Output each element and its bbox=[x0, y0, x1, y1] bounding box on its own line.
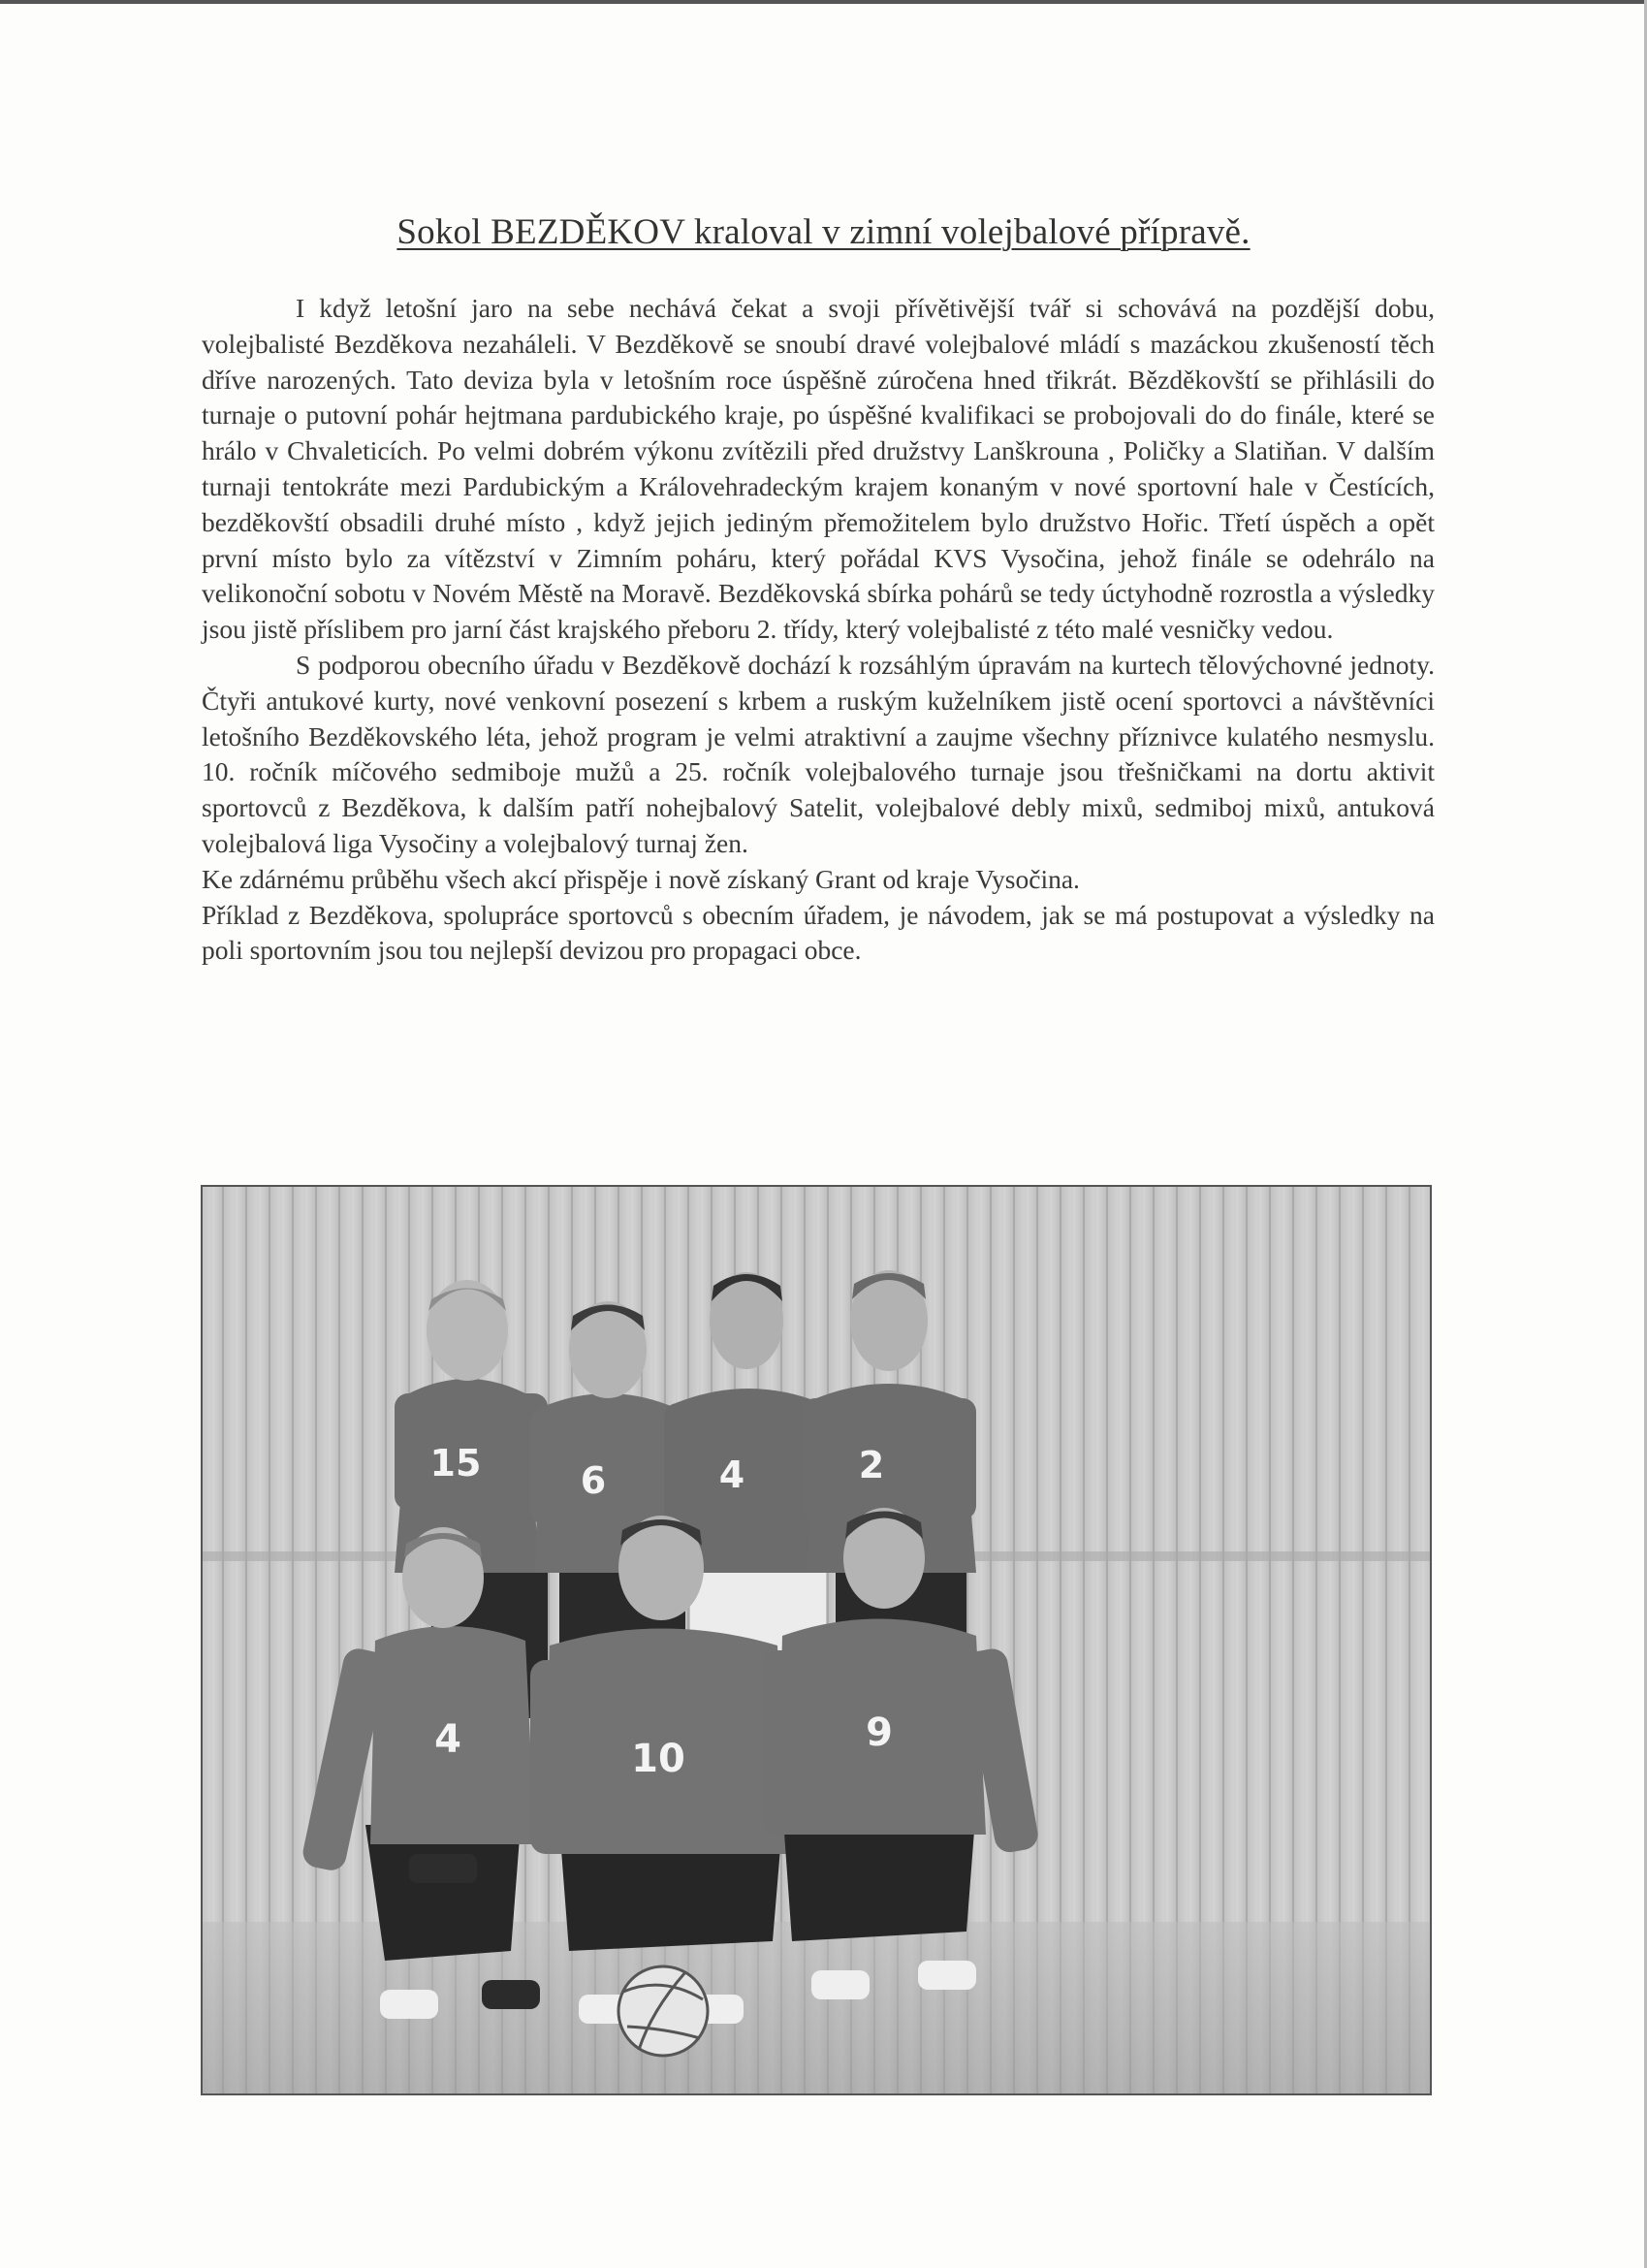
scan-top-edge bbox=[0, 0, 1647, 4]
jersey-number-back-2: 6 bbox=[580, 1459, 607, 1502]
jersey-number-front-3: 9 bbox=[866, 1710, 893, 1755]
jersey-number-back-1: 15 bbox=[429, 1442, 482, 1485]
article-body bbox=[202, 291, 1435, 969]
team-photo bbox=[201, 1185, 1432, 2095]
paragraph-tournaments: I když letošní jaro na sebe nechává čekat a svoji přívětivější tvář si schovává na pozdější dobu, volejbalisté Bezděkova nezaháleli. V Bezděkově se snoubí dravé volejbalové mládí s mazáckou zkušeností těch dříve narozených. Tato deviza byla v letošním roce úspěšně zúročena hned třikrát. Bězděkovští se přihlásili do turnaje o putovní pohár hejtmana pardubického kraje, po úspěšné kvalifikaci se probojovali do do finále, které se hrálo v Chvaleticích. Po velmi dobrém výkonu zvítězili před družstvy Lanškrouna , Poličky a Slatiňan. V dalším turnaji tentokráte mezi Pardubickým a Královehradeckým krajem konaným v nové sportovní hale v Čestících, bezděkovští obsadili druhé místo , když jejich jediným přemožitelem bylo družstvo Hořic. Třetí úspěch a opět první místo bylo za vítězství v Zimním poháru, který pořádal KVS Vysočina, jehož finále se odehrálo na velikonoční sobotu v Novém Městě na Moravě. Bezděkovská sbírka pohárů se tedy úctyhodně rozrostla a výsledky jsou jistě příslibem pro jarní část krajského přeboru 2. třídy, který volejbalisté z této malé vesničky vedou. bbox=[202, 293, 1435, 645]
jersey-number-front-2: 10 bbox=[631, 1737, 685, 1781]
article-title: Sokol BEZDĚKOV kraloval v zimní volejbalové přípravě. bbox=[396, 212, 1251, 252]
paragraph-conclusion: Příklad z Bezděkova, spolupráce sportovců s obecním úřadem, je návodem, jak se má postupovat a výsledky na poli sportovním jsou tou nejlepší devizou pro propagaci obce. bbox=[202, 899, 1435, 966]
volleyball bbox=[618, 1966, 708, 2056]
jersey-number-front-1: 4 bbox=[434, 1717, 461, 1762]
paragraph-courts: S podporou obecního úřadu v Bezděkově dochází k rozsáhlým úpravám na kurtech tělovýchovné jednoty. Čtyři antukové kurty, nové venkovní posezení s krbem a ruským kuželníkem jistě ocení sportovci a návštěvníci letošního Bezděkovského léta, jehož program je velmi atraktivní a zaujme všechny příznivce kulatého nesmyslu. 10. ročník míčového sedmiboje mužů a 25. ročník volejbalového turnaje jsou třešničkami na dortu aktivit sportovců z Bezděkova, k dalším patří nohejbalový Satelit, volejbalové debly mixů, sedmiboj mixů, antuková volejbalová liga Vysočiny a volejbalový turnaj žen. bbox=[202, 649, 1435, 858]
jersey-number-back-4: 2 bbox=[858, 1444, 885, 1486]
jersey-number-back-3: 4 bbox=[718, 1453, 745, 1496]
paragraph-grant: Ke zdárnému průběhu všech akcí přispěje i nově získaný Grant od kraje Vysočina. bbox=[202, 863, 1080, 894]
